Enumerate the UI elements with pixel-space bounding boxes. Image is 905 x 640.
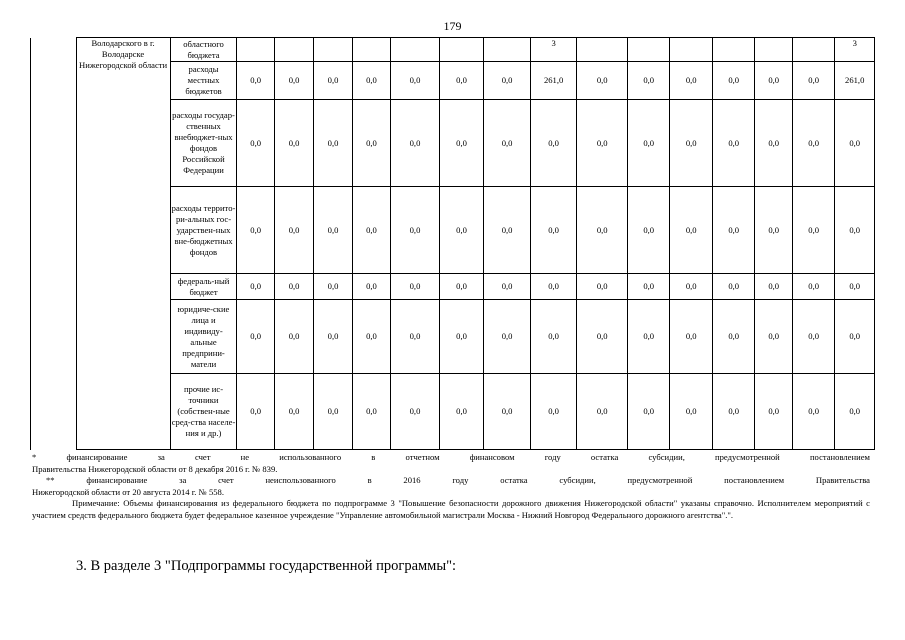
- value-cell: 0,0: [670, 100, 713, 187]
- value-cell: 0,0: [237, 187, 274, 274]
- value-cell: 261,0: [530, 62, 577, 100]
- footnote-word: в: [371, 452, 376, 462]
- footnote-word: предусмотренной: [715, 452, 780, 462]
- footnote-word: предусмотренной: [627, 475, 693, 485]
- footnotes: [32, 452, 870, 521]
- value-cell: [391, 38, 440, 62]
- funding-source-cell: юридиче-ские лица и индивиду-альные предприни-матели: [170, 300, 237, 374]
- value-cell: 0,0: [755, 100, 792, 187]
- footnote-word: году: [452, 475, 469, 485]
- value-cell: 0,0: [792, 374, 835, 450]
- value-cell: 0,0: [352, 274, 390, 300]
- value-cell: 0,0: [484, 274, 531, 300]
- value-cell: 0,0: [712, 62, 755, 100]
- value-cell: 0,0: [352, 374, 390, 450]
- funding-source-cell: расходы местных бюджетов: [170, 62, 237, 100]
- value-cell: 0,0: [627, 374, 670, 450]
- value-cell: 0,0: [391, 274, 440, 300]
- value-cell: 0,0: [712, 274, 755, 300]
- value-cell: 0,0: [484, 300, 531, 374]
- funding-source-cell: федераль-ный бюджет: [170, 274, 237, 300]
- page-number: 179: [443, 19, 462, 33]
- value-cell: 0,0: [835, 187, 875, 274]
- value-cell: 0,0: [439, 62, 484, 100]
- footnote-1-rest: Правительства Нижегородской области от 8 декабря 2016 г. № 839.: [32, 463, 278, 474]
- value-cell: 0,0: [439, 300, 484, 374]
- value-cell: 0,0: [627, 274, 670, 300]
- funding-table: [30, 37, 875, 450]
- value-cell: 0,0: [237, 374, 274, 450]
- footnote-word: **: [46, 475, 55, 485]
- value-cell: 0,0: [835, 274, 875, 300]
- footnote-word: постановлением: [809, 452, 870, 462]
- value-cell: 0,0: [391, 300, 440, 374]
- value-cell: 0,0: [439, 100, 484, 187]
- value-cell: 0,0: [274, 374, 313, 450]
- value-cell: 0,0: [352, 187, 390, 274]
- footnote-word: не: [240, 452, 250, 462]
- value-cell: [792, 38, 835, 62]
- value-cell: 0,0: [314, 187, 352, 274]
- value-cell: 0,0: [530, 187, 577, 274]
- value-cell: 0,0: [484, 62, 531, 100]
- value-cell: 0,0: [314, 62, 352, 100]
- funding-source-cell: областного бюджета: [170, 38, 237, 62]
- value-cell: 0,0: [670, 300, 713, 374]
- value-cell: 0,0: [712, 374, 755, 450]
- value-cell: 0,0: [484, 374, 531, 450]
- footnote-2-rest: Нижегородской области от 20 августа 2014 г. № 558.: [32, 486, 224, 497]
- value-cell: 0,0: [627, 62, 670, 100]
- value-cell: 0,0: [274, 62, 313, 100]
- value-cell: 0,0: [439, 187, 484, 274]
- footnote-1-line: [32, 452, 870, 464]
- value-cell: 0,0: [792, 300, 835, 374]
- value-cell: 0,0: [792, 274, 835, 300]
- footnote-word: в: [367, 475, 372, 485]
- value-cell: 0,0: [712, 300, 755, 374]
- value-cell: 0,0: [577, 187, 628, 274]
- value-cell: 3: [835, 38, 875, 62]
- footnote-word: году: [544, 452, 561, 462]
- value-cell: 0,0: [670, 274, 713, 300]
- footnote-word: 2016: [403, 475, 421, 485]
- value-cell: 0,0: [237, 100, 274, 187]
- value-cell: 0,0: [755, 374, 792, 450]
- value-cell: 0,0: [274, 100, 313, 187]
- footnote-word: субсидии,: [559, 475, 596, 485]
- footnote-word: *: [32, 452, 37, 462]
- value-cell: [577, 38, 628, 62]
- footnote-word: финансовом: [469, 452, 515, 462]
- value-cell: 0,0: [439, 274, 484, 300]
- number-cell: [31, 38, 77, 450]
- value-cell: 0,0: [274, 187, 313, 274]
- value-cell: 0,0: [391, 100, 440, 187]
- value-cell: 0,0: [755, 187, 792, 274]
- value-cell: 0,0: [670, 62, 713, 100]
- value-cell: 0,0: [792, 100, 835, 187]
- value-cell: 0,0: [577, 300, 628, 374]
- value-cell: 0,0: [670, 187, 713, 274]
- value-cell: 0,0: [712, 187, 755, 274]
- value-cell: 0,0: [352, 62, 390, 100]
- value-cell: 0,0: [530, 274, 577, 300]
- value-cell: 0,0: [439, 374, 484, 450]
- value-cell: 0,0: [627, 187, 670, 274]
- value-cell: [755, 38, 792, 62]
- value-cell: 0,0: [274, 274, 313, 300]
- funding-source-cell: расходы террито-ри-альных гос-ударствен-ных вне-бюджетных фондов: [170, 187, 237, 274]
- value-cell: 0,0: [627, 100, 670, 187]
- footnote-word: за: [157, 452, 165, 462]
- value-cell: 0,0: [391, 374, 440, 450]
- value-cell: 0,0: [274, 300, 313, 374]
- value-cell: 0,0: [755, 274, 792, 300]
- value-cell: 0,0: [530, 374, 577, 450]
- footnote-word: счет: [194, 452, 211, 462]
- footnote-word: Правительства: [815, 475, 870, 485]
- value-cell: [712, 38, 755, 62]
- footnote-word: счет: [218, 475, 234, 485]
- value-cell: 0,0: [237, 62, 274, 100]
- value-cell: [352, 38, 390, 62]
- value-cell: 0,0: [314, 100, 352, 187]
- value-cell: 0,0: [391, 187, 440, 274]
- value-cell: 0,0: [577, 274, 628, 300]
- value-cell: 0,0: [835, 300, 875, 374]
- value-cell: 0,0: [237, 300, 274, 374]
- value-cell: [314, 38, 352, 62]
- footnote-word: финансирование: [66, 452, 128, 462]
- value-cell: 0,0: [627, 300, 670, 374]
- value-cell: 0,0: [391, 62, 440, 100]
- footnote-word: субсидии,: [648, 452, 685, 462]
- value-cell: 0,0: [314, 374, 352, 450]
- footnote-word: за: [179, 475, 187, 485]
- value-cell: 0,0: [484, 187, 531, 274]
- value-cell: [439, 38, 484, 62]
- footnote-word: остатка: [500, 475, 528, 485]
- value-cell: 0,0: [792, 62, 835, 100]
- value-cell: [627, 38, 670, 62]
- footnote-word: неиспользованного: [265, 475, 336, 485]
- footnote-2-line: [32, 475, 870, 487]
- footnote-word: использованного: [279, 452, 342, 462]
- value-cell: 0,0: [314, 300, 352, 374]
- value-cell: 0,0: [237, 274, 274, 300]
- footnote-word: отчетном: [405, 452, 440, 462]
- value-cell: 0,0: [484, 100, 531, 187]
- value-cell: 3: [530, 38, 577, 62]
- note-paragraph: Примечание: Объемы финансирования из федерального бюджета по подпрограмме 3 "Повышение безопасности дорожного движения Нижегородской области" указаны справочно. Исполнителем мероприятий с участием средств федерального бюджета будет федеральное казенное учреждение "Управление автомобильной магистрали Москва - Нижний Новгород Федерального дорожного агентства".".: [32, 498, 870, 520]
- section-heading: 3. В разделе 3 "Подпрограммы государственной программы":: [76, 558, 457, 574]
- value-cell: 0,0: [577, 100, 628, 187]
- footnote-word: финансирование: [86, 475, 148, 485]
- footnote-word: остатка: [590, 452, 619, 462]
- value-cell: 0,0: [577, 374, 628, 450]
- value-cell: [237, 38, 274, 62]
- location-cell: Володарского в г. Володарске Нижегородской области: [76, 38, 170, 450]
- value-cell: 0,0: [670, 374, 713, 450]
- value-cell: 0,0: [530, 100, 577, 187]
- value-cell: [274, 38, 313, 62]
- value-cell: 0,0: [755, 62, 792, 100]
- value-cell: 0,0: [352, 300, 390, 374]
- table-row: [31, 38, 875, 62]
- value-cell: 0,0: [792, 187, 835, 274]
- value-cell: 0,0: [835, 100, 875, 187]
- value-cell: 0,0: [755, 300, 792, 374]
- value-cell: 0,0: [530, 300, 577, 374]
- value-cell: 0,0: [835, 374, 875, 450]
- value-cell: 0,0: [712, 100, 755, 187]
- value-cell: [484, 38, 531, 62]
- value-cell: 0,0: [352, 100, 390, 187]
- value-cell: 261,0: [835, 62, 875, 100]
- funding-source-cell: расходы государ-ственных внебюджет-ных фондов Российской Федерации: [170, 100, 237, 187]
- value-cell: [670, 38, 713, 62]
- funding-source-cell: прочие ис-точники (собствен-ные сред-ства населе-ния и др.): [170, 374, 237, 450]
- value-cell: 0,0: [577, 62, 628, 100]
- value-cell: 0,0: [314, 274, 352, 300]
- footnote-word: постановлением: [724, 475, 785, 485]
